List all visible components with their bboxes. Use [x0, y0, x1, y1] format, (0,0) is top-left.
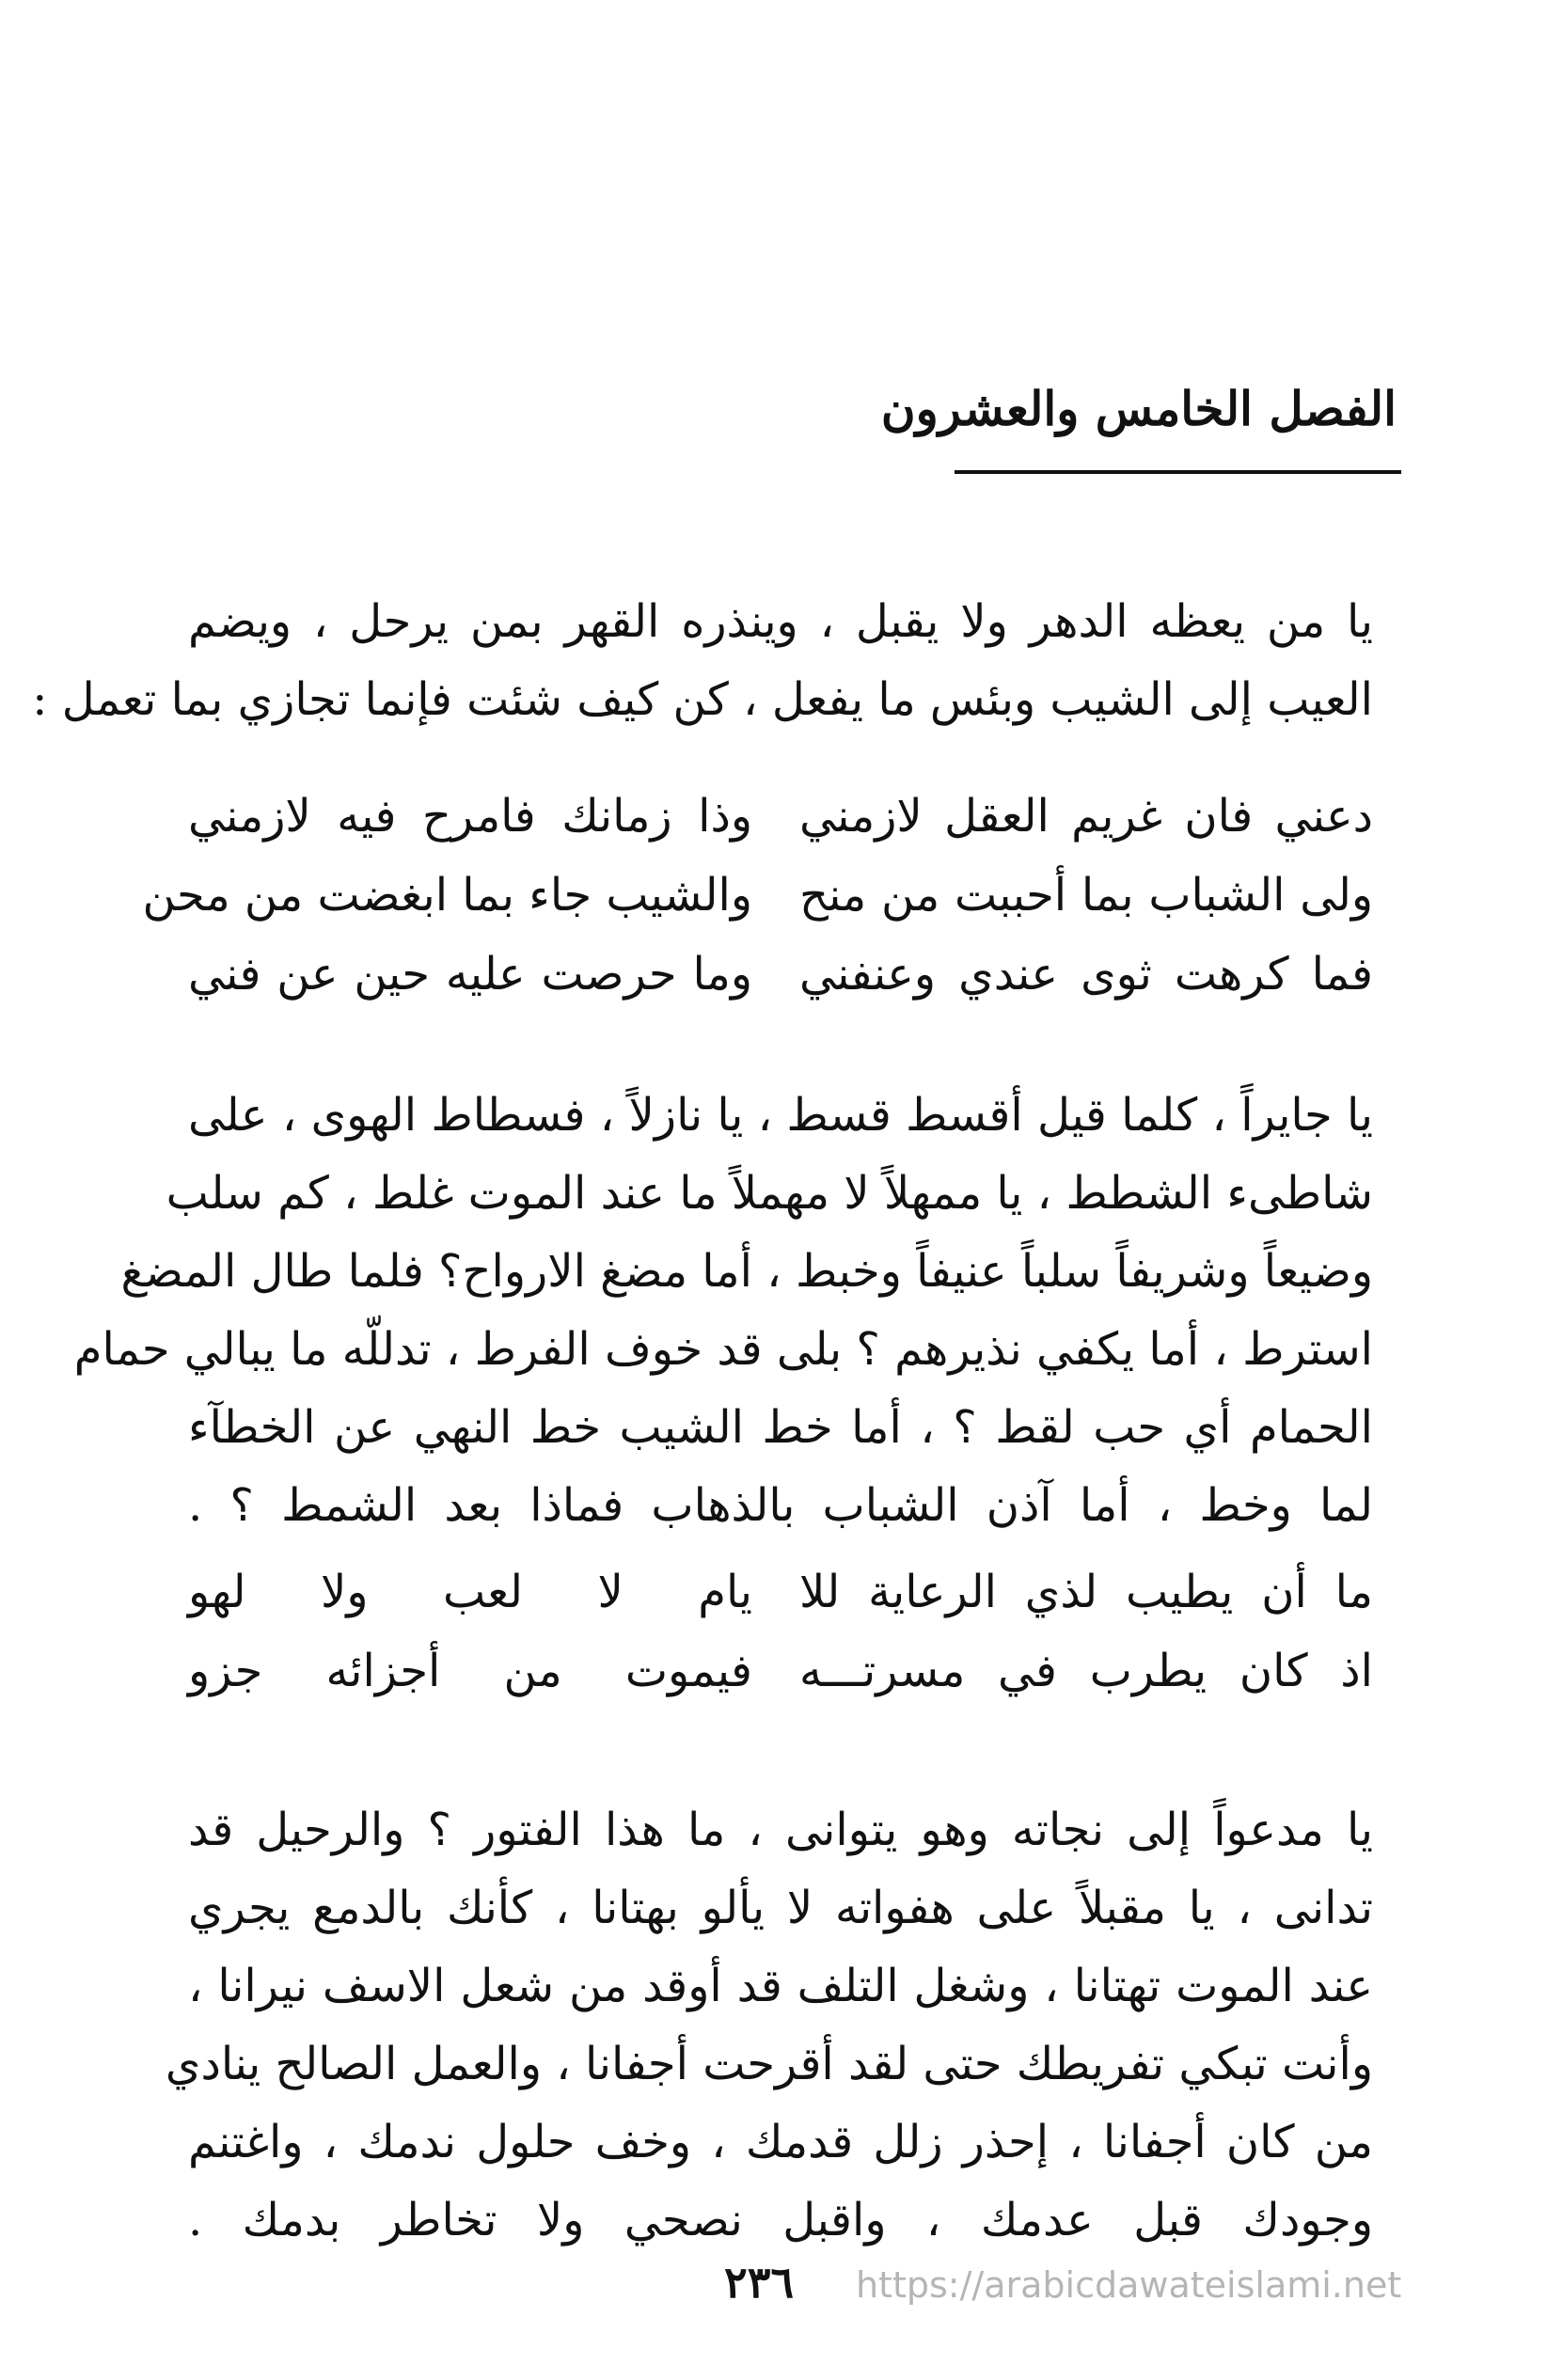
verse-first-hemistich: فما كرهت ثوى عندي وعنفني	[799, 948, 1373, 1001]
paragraph-3	[165, 1791, 1373, 2260]
title-underline	[955, 470, 1401, 474]
page-footer	[0, 2257, 1547, 2313]
text-line: من كان أجفانا ، إحذر زلل قدمك ، وخف حلول ندمك ، واغتنم	[188, 2116, 1373, 2168]
text-line: يا جايراً ، كلما قيل أقسط قسط ، يا نازلاً ، فسطاط الهوى ، على	[188, 1089, 1373, 1142]
verse-row	[188, 790, 1373, 869]
verse-row	[188, 1566, 1373, 1645]
paragraph-1	[32, 583, 1373, 739]
text-line: وأنت تبكي تفريطك حتى لقد أقرحت أجفانا ، والعمل الصالح ينادي	[165, 2038, 1373, 2090]
paragraph-2	[73, 1077, 1373, 1545]
text-line: عند الموت تهتانا ، وشغل التلف قد أوقد من شعل الاسف نيرانا ،	[188, 1960, 1373, 2012]
source-url-watermark: https://arabicdawateislami.net	[856, 2264, 1402, 2306]
text-line: تدانى ، يا مقبلاً على هفواته لا يألو بهتانا ، كأنك بالدمع يجري	[188, 1882, 1373, 1934]
verse-first-hemistich: اذ كان يطرب في مسرتـــه	[799, 1645, 1373, 1697]
verse-row	[188, 948, 1373, 1027]
text-line: شاطىء الشطط ، يا ممهلاً لا مهملاً ما عند الموت غلط ، كم سلب	[166, 1167, 1373, 1220]
text-line: الحمام أي حب لقط ؟ ، أما خط الشيب خط النهي عن الخطآء	[188, 1401, 1373, 1454]
verse-first-hemistich: دعني فان غريم العقل لازمني	[799, 790, 1373, 843]
text-line: يا مدعواً إلى نجاته وهو يتوانى ، ما هذا الفتور ؟ والرحيل قد	[188, 1804, 1373, 1856]
verse-second-hemistich: والشيب جاء بما ابغضت من محن	[142, 869, 752, 922]
verse-second-hemistich: فيموت من أجزائه جزو	[188, 1645, 752, 1697]
verse-row	[188, 1645, 1373, 1724]
text-line: العيب إلى الشيب وبئس ما يفعل ، كن كيف شئت فإنما تجازي بما تعمل :	[32, 673, 1373, 726]
verse-row	[142, 869, 1373, 948]
text-line: يا من يعظه الدهر ولا يقبل ، وينذره القهر بمن يرحل ، ويضم	[188, 595, 1373, 648]
text-line: وضيعاً وشريفاً سلباً عنيفاً وخبط ، أما مضغ الارواح؟ فلما طال المضغ	[120, 1245, 1373, 1298]
poem-2	[188, 1566, 1373, 1724]
text-line: استرط ، أما يكفي نذيرهم ؟ بلى قد خوف الفرط ، تدللّه ما يبالي حمام	[73, 1323, 1373, 1376]
text-line: لما وخط ، أما آذن الشباب بالذهاب فماذا بعد الشمط ؟ .	[188, 1479, 1373, 1532]
verse-second-hemistich: يام لا لعب ولا لهو	[188, 1566, 752, 1618]
verse-second-hemistich: وذا زمانك فامرح فيه لازمني	[188, 790, 752, 843]
verse-first-hemistich: ولى الشباب بما أحببت من منح	[799, 869, 1373, 922]
chapter-title: الفصل الخامس والعشرون	[880, 381, 1397, 436]
poem-1	[142, 790, 1373, 1027]
page-number: ٢٣٦	[724, 2257, 795, 2308]
text-line: وجودك قبل عدمك ، واقبل نصحي ولا تخاطر بدمك .	[188, 2194, 1373, 2246]
verse-second-hemistich: وما حرصت عليه حين عن فني	[188, 948, 752, 1001]
verse-first-hemistich: ما أن يطيب لذي الرعاية للا	[799, 1566, 1373, 1618]
